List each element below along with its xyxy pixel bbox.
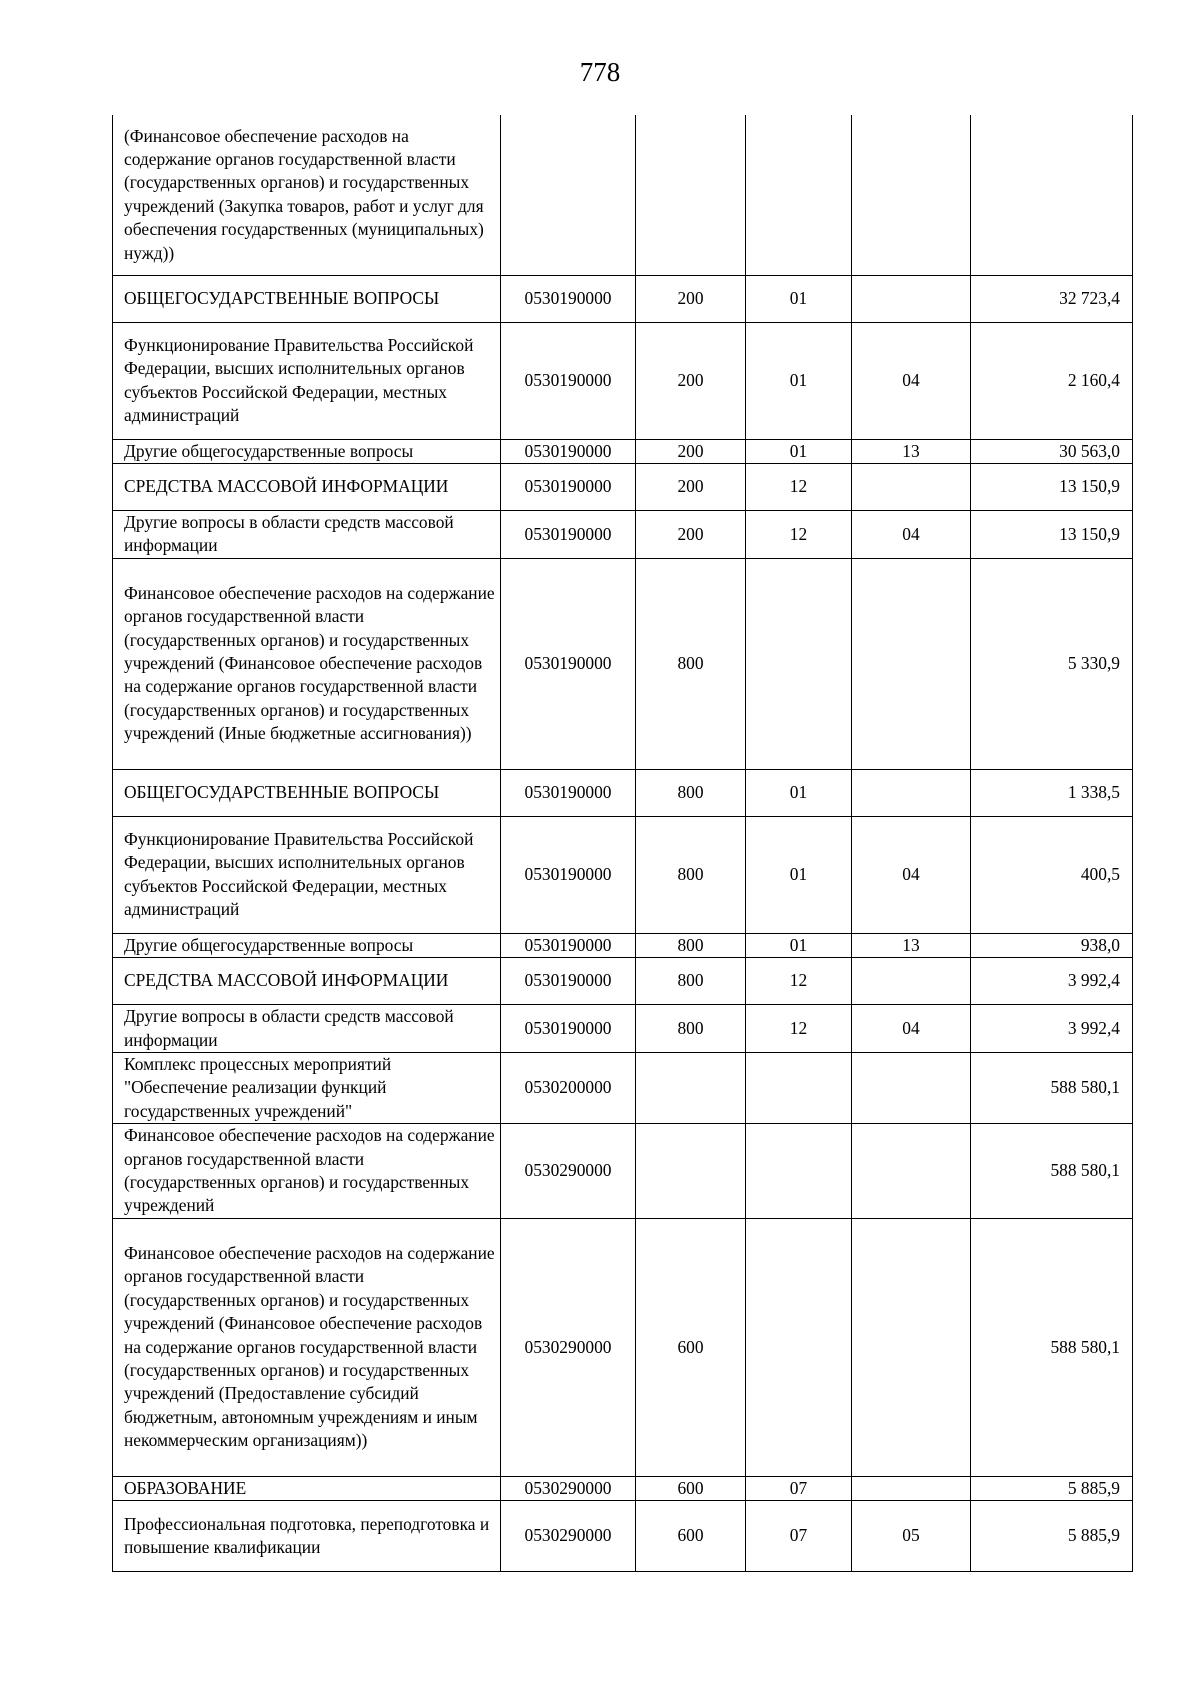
row-amount: 30 563,0 [971, 439, 1133, 463]
row-amount: 3 992,4 [971, 958, 1133, 1005]
table-row [113, 558, 1133, 769]
row-name: Финансовое обеспечение расходов на содержание органов государственной власти (государственных органов) и государственных учреждений (Финансовое обеспечение расходов на содержание органов государственной власти (государственных органов) и государственных учреждений (Иные бюджетные ассигнования)) [113, 558, 501, 769]
row-name: СРЕДСТВА МАССОВОЙ ИНФОРМАЦИИ [113, 958, 501, 1005]
row-name: Другие вопросы в области средств массовой информации [113, 510, 501, 558]
budget-table [112, 115, 1133, 1572]
row-target-article-code: 0530290000 [501, 1218, 636, 1476]
row-section-code [746, 558, 852, 769]
row-subsection-code [852, 958, 971, 1005]
row-subsection-code [852, 1124, 971, 1219]
row-name: Другие общегосударственные вопросы [113, 439, 501, 463]
table-row [113, 463, 1133, 510]
row-subsection-code: 04 [852, 510, 971, 558]
row-section-code [746, 1218, 852, 1476]
table-row [113, 1005, 1133, 1053]
row-target-article-code: 0530290000 [501, 1501, 636, 1572]
row-amount: 3 992,4 [971, 1005, 1133, 1053]
row-section-code: 01 [746, 322, 852, 439]
row-expense-type-code: 200 [636, 275, 746, 322]
row-expense-type-code: 600 [636, 1476, 746, 1500]
row-expense-type-code: 200 [636, 322, 746, 439]
table-row [113, 1124, 1133, 1219]
row-expense-type-code: 800 [636, 816, 746, 933]
row-subsection-code [852, 275, 971, 322]
row-amount: 5 330,9 [971, 558, 1133, 769]
row-amount: 588 580,1 [971, 1052, 1133, 1123]
row-target-article-code: 0530190000 [501, 558, 636, 769]
row-name: Комплекс процессных мероприятий "Обеспечение реализации функций государственных учреждений" [113, 1052, 501, 1123]
row-section-code: 01 [746, 816, 852, 933]
row-subsection-code [852, 1218, 971, 1476]
row-subsection-code: 04 [852, 816, 971, 933]
row-target-article-code: 0530190000 [501, 1005, 636, 1053]
row-amount: 13 150,9 [971, 463, 1133, 510]
row-expense-type-code: 800 [636, 558, 746, 769]
table-row [113, 439, 1133, 463]
row-expense-type-code: 200 [636, 510, 746, 558]
row-target-article-code: 0530190000 [501, 958, 636, 1005]
table-row [113, 1052, 1133, 1123]
row-name: ОБЩЕГОСУДАРСТВЕННЫЕ ВОПРОСЫ [113, 769, 501, 816]
row-amount: 5 885,9 [971, 1501, 1133, 1572]
row-expense-type-code: 800 [636, 769, 746, 816]
row-subsection-code [852, 1052, 971, 1123]
row-amount: 1 338,5 [971, 769, 1133, 816]
row-target-article-code: 0530190000 [501, 769, 636, 816]
row-expense-type-code: 600 [636, 1218, 746, 1476]
row-name: ОБЩЕГОСУДАРСТВЕННЫЕ ВОПРОСЫ [113, 275, 501, 322]
row-target-article-code: 0530190000 [501, 510, 636, 558]
row-name: ОБРАЗОВАНИЕ [113, 1476, 501, 1500]
row-amount [971, 115, 1133, 275]
row-expense-type-code: 800 [636, 958, 746, 1005]
row-subsection-code: 05 [852, 1501, 971, 1572]
table-row [113, 322, 1133, 439]
row-name: СРЕДСТВА МАССОВОЙ ИНФОРМАЦИИ [113, 463, 501, 510]
row-subsection-code [852, 1476, 971, 1500]
row-subsection-code: 13 [852, 933, 971, 957]
row-section-code [746, 115, 852, 275]
row-subsection-code [852, 115, 971, 275]
row-section-code [746, 1124, 852, 1219]
row-section-code: 01 [746, 769, 852, 816]
row-section-code [746, 1052, 852, 1123]
row-target-article-code: 0530190000 [501, 275, 636, 322]
row-section-code: 12 [746, 510, 852, 558]
row-expense-type-code: 800 [636, 1005, 746, 1053]
row-expense-type-code: 200 [636, 463, 746, 510]
row-target-article-code: 0530190000 [501, 322, 636, 439]
row-target-article-code: 0530290000 [501, 1476, 636, 1500]
row-subsection-code: 04 [852, 1005, 971, 1053]
row-target-article-code: 0530190000 [501, 816, 636, 933]
row-target-article-code: 0530190000 [501, 439, 636, 463]
row-section-code: 12 [746, 463, 852, 510]
table-row [113, 1476, 1133, 1500]
row-amount: 588 580,1 [971, 1124, 1133, 1219]
row-section-code: 07 [746, 1476, 852, 1500]
row-expense-type-code [636, 1124, 746, 1219]
row-target-article-code: 0530190000 [501, 463, 636, 510]
table-row [113, 769, 1133, 816]
table-row [113, 510, 1133, 558]
row-section-code: 12 [746, 1005, 852, 1053]
row-name: Функционирование Правительства Российской Федерации, высших исполнительных органов субъектов Российской Федерации, местных администраций [113, 322, 501, 439]
row-amount: 13 150,9 [971, 510, 1133, 558]
row-expense-type-code: 200 [636, 439, 746, 463]
row-subsection-code [852, 463, 971, 510]
row-amount: 5 885,9 [971, 1476, 1133, 1500]
row-subsection-code: 04 [852, 322, 971, 439]
row-section-code: 07 [746, 1501, 852, 1572]
table-row [113, 275, 1133, 322]
row-subsection-code [852, 769, 971, 816]
table-row [113, 115, 1133, 275]
row-target-article-code: 0530200000 [501, 1052, 636, 1123]
row-amount: 400,5 [971, 816, 1133, 933]
row-expense-type-code: 600 [636, 1501, 746, 1572]
row-section-code: 01 [746, 439, 852, 463]
row-expense-type-code: 800 [636, 933, 746, 957]
table-row [113, 933, 1133, 957]
row-subsection-code: 13 [852, 439, 971, 463]
row-section-code: 12 [746, 958, 852, 1005]
row-subsection-code [852, 558, 971, 769]
page-number: 778 [579, 57, 621, 87]
table-row [113, 1501, 1133, 1572]
row-expense-type-code [636, 1052, 746, 1123]
row-section-code: 01 [746, 933, 852, 957]
row-name: Финансовое обеспечение расходов на содержание органов государственной власти (государственных органов) и государственных учреждений (Финансовое обеспечение расходов на содержание органов государственной власти (государственных органов) и государственных учреждений (Предоставление субсидий бюджетным, автономным учреждениям и иным некоммерческим организациям)) [113, 1218, 501, 1476]
table-row [113, 816, 1133, 933]
row-name: Другие общегосударственные вопросы [113, 933, 501, 957]
row-target-article-code: 0530190000 [501, 933, 636, 957]
row-amount: 32 723,4 [971, 275, 1133, 322]
row-section-code: 01 [746, 275, 852, 322]
row-name: Функционирование Правительства Российской Федерации, высших исполнительных органов субъектов Российской Федерации, местных администраций [113, 816, 501, 933]
row-name: Финансовое обеспечение расходов на содержание органов государственной власти (государственных органов) и государственных учреждений [113, 1124, 501, 1219]
row-target-article-code: 0530290000 [501, 1124, 636, 1219]
row-name: (Финансовое обеспечение расходов на содержание органов государственной власти (государственных органов) и государственных учреждений (Закупка товаров, работ и услуг для обеспечения государственных (муниципальных) нужд)) [113, 115, 501, 275]
row-name: Другие вопросы в области средств массовой информации [113, 1005, 501, 1053]
row-name: Профессиональная подготовка, переподготовка и повышение квалификации [113, 1501, 501, 1572]
row-amount: 938,0 [971, 933, 1133, 957]
row-amount: 588 580,1 [971, 1218, 1133, 1476]
row-expense-type-code [636, 115, 746, 275]
row-target-article-code [501, 115, 636, 275]
row-amount: 2 160,4 [971, 322, 1133, 439]
table-row [113, 1218, 1133, 1476]
table-row [113, 958, 1133, 1005]
